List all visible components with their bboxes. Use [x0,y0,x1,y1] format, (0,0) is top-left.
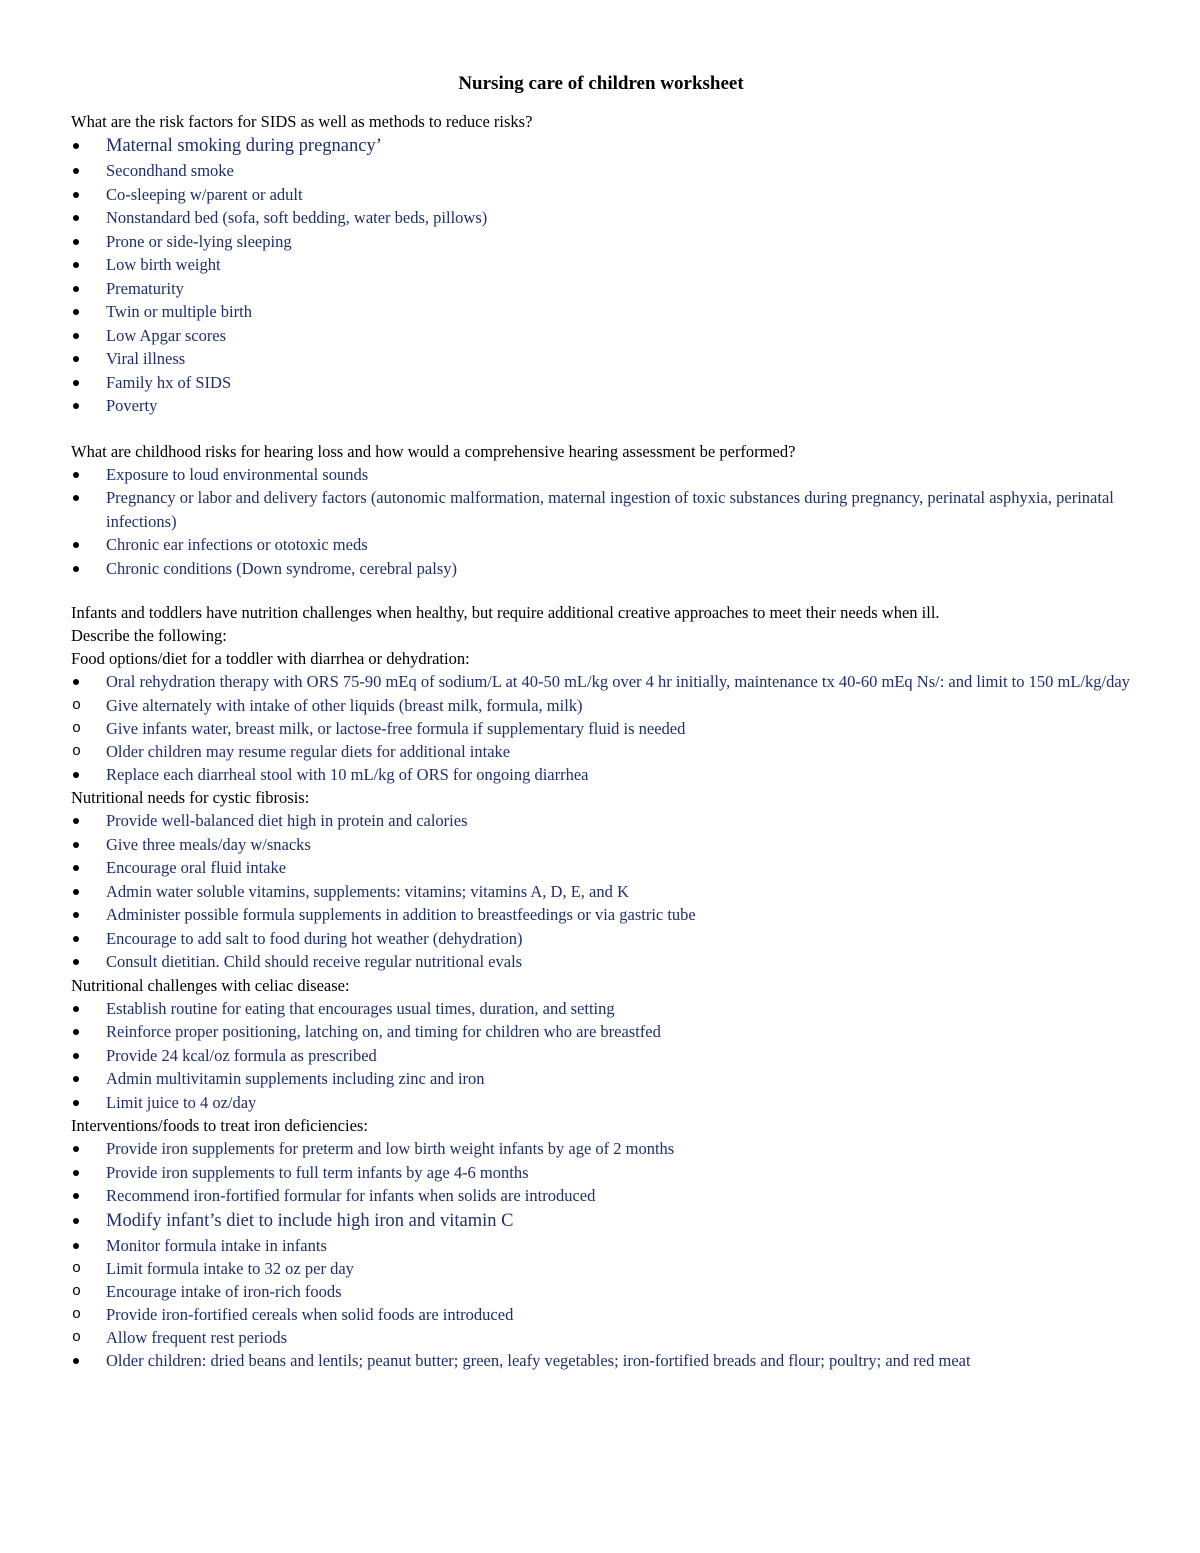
document-page [71,70,1131,1373]
sub-list-item: o Give infants water, breast milk, or lactose-free formula if supplementary fluid is needed [72,718,686,738]
sub-list-item: o Allow frequent rest periods [72,1328,287,1347]
list-item: Recommend iron-fortified formular for infants when solids are introduced [71,1184,1131,1208]
list-item: Encourage oral fluid intake [71,856,1131,880]
bullet-icon [73,1146,79,1152]
bullet-icon [73,772,79,778]
list-item: Chronic ear infections or ototoxic meds [71,533,1131,557]
bullet-icon [73,215,79,221]
list-item: Maternal smoking during pregnancy’ [71,133,1131,159]
list-item: Modify infant’s diet to include high iron and vitamin C [71,1208,1131,1234]
bullet-icon [73,1243,79,1249]
list-item: Provide 24 kcal/oz formula as prescribed [71,1044,1131,1068]
bullet-icon [73,542,79,548]
list-item: Co-sleeping w/parent or adult [71,183,1131,207]
list-item: Family hx of SIDS [71,371,1131,395]
bullet-icon [73,333,79,339]
question-hearing-loss: What are childhood risks for hearing loss and how would a comprehensive hearing assessment be performed? [71,441,796,461]
list-item: Chronic conditions (Down syndrome, cerebral palsy) [71,557,1131,581]
list-item: Admin multivitamin supplements including zinc and iron [71,1067,1131,1091]
bullet-icon [73,842,79,848]
bullet-icon [73,143,79,149]
list-item: Pregnancy or labor and delivery factors (autonomic malformation, maternal ingestion of toxic substances during pregnancy, perinatal asphyxia, perinatal infections) [71,486,1131,533]
bullet-icon [73,472,79,478]
list-item: Establish routine for eating that encourages usual times, duration, and setting [71,997,1131,1021]
sub-list-item: o Older children may resume regular diets for additional intake [72,741,511,761]
list-item: Viral illness [71,347,1131,371]
list-item: Consult dietitian. Child should receive regular nutritional evals [71,950,1131,974]
iron-sublist [71,1257,1131,1349]
bullet-icon [73,936,79,942]
list-item: Reinforce proper positioning, latching on, and timing for children who are breastfed [71,1020,1131,1044]
bullet-icon [73,1029,79,1035]
celiac-list [71,997,1131,1115]
list-item: Prone or side-lying sleeping [71,230,1131,254]
circle-bullet-icon: o [72,742,82,760]
circle-bullet-icon: o [72,1283,82,1300]
list-item: Replace each diarrheal stool with 10 mL/kg of ORS for ongoing diarrhea [71,763,1131,787]
diarrhea-list [71,670,1131,694]
list-item: Oral rehydration therapy with ORS 75-90 mEq of sodium/L at 40-50 mL/kg over 4 hr initially, maintenance tx 40-60 mEq Ns/: and limit to 150 mL/kg/day [71,670,1131,694]
diarrhea-list-2 [71,763,1131,787]
bullet-icon [73,818,79,824]
bullet-icon [73,262,79,268]
sub-list-item: o Provide iron-fortified cereals when solid foods are introduced [72,1305,514,1324]
bullet-icon [73,168,79,174]
bullet-icon [73,912,79,918]
bullet-icon [73,239,79,245]
sub-list-item: o Give alternately with intake of other liquids (breast milk, formula, milk) [72,695,583,715]
diarrhea-heading: Food options/diet for a toddler with diarrhea or dehydration: [71,649,470,668]
sids-risk-list [71,133,1131,418]
cystic-fibrosis-heading: Nutritional needs for cystic fibrosis: [71,788,310,807]
list-item: Monitor formula intake in infants [71,1234,1131,1258]
nutrition-intro: Infants and toddlers have nutrition challenges when healthy, but require additional creative approaches to meet their needs when ill. [71,603,940,622]
bullet-icon [73,309,79,315]
bullet-icon [73,1100,79,1106]
bullet-icon [73,192,79,198]
bullet-icon [73,959,79,965]
sub-list-item: o Encourage intake of iron-rich foods [72,1282,342,1301]
list-item: Limit juice to 4 oz/day [71,1091,1131,1115]
bullet-icon [73,1006,79,1012]
list-item: Prematurity [71,277,1131,301]
bullet-icon [73,1193,79,1199]
bullet-icon [73,566,79,572]
celiac-heading: Nutritional challenges with celiac disease: [71,975,350,995]
question-sids: What are the risk factors for SIDS as well as methods to reduce risks? [71,112,533,131]
bullet-icon [73,1218,79,1224]
bullet-icon [73,286,79,292]
bullet-icon [73,380,79,386]
document-title: Nursing care of children worksheet [458,73,744,94]
diarrhea-sublist [71,694,1131,763]
circle-bullet-icon: o [72,1329,82,1346]
list-item: Provide well-balanced diet high in protein and calories [71,809,1131,833]
list-item: Low Apgar scores [71,324,1131,348]
circle-bullet-icon: o [72,719,82,737]
bullet-icon [73,1170,79,1176]
bullet-icon [73,403,79,409]
iron-list-2 [71,1349,1131,1373]
list-item: Encourage to add salt to food during hot weather (dehydration) [71,927,1131,951]
circle-bullet-icon: o [72,696,82,714]
list-item: Provide iron supplements to full term infants by age 4-6 months [71,1161,1131,1185]
list-item: Nonstandard bed (sofa, soft bedding, water beds, pillows) [71,206,1131,230]
bullet-icon [73,1053,79,1059]
sub-list-item: o Limit formula intake to 32 oz per day [72,1259,354,1278]
iron-list [71,1137,1131,1257]
bullet-icon [73,889,79,895]
bullet-icon [73,356,79,362]
circle-bullet-icon: o [72,1306,82,1323]
list-item: Administer possible formula supplements in addition to breastfeedings or via gastric tube [71,903,1131,927]
list-item: Secondhand smoke [71,159,1131,183]
list-item: Provide iron supplements for preterm and low birth weight infants by age of 2 months [71,1137,1131,1161]
list-item: Poverty [71,394,1131,418]
bullet-icon [73,1358,79,1364]
list-item: Low birth weight [71,253,1131,277]
bullet-icon [73,1076,79,1082]
circle-bullet-icon: o [72,1260,82,1277]
bullet-icon [73,495,79,501]
list-item: Exposure to loud environmental sounds [71,463,1131,487]
list-item: Give three meals/day w/snacks [71,833,1131,857]
iron-heading: Interventions/foods to treat iron deficiencies: [71,1116,368,1135]
cystic-fibrosis-list [71,809,1131,974]
bullet-icon [73,865,79,871]
hearing-risk-list [71,463,1131,581]
list-item: Twin or multiple birth [71,300,1131,324]
nutrition-describe: Describe the following: [71,626,227,645]
list-item: Older children: dried beans and lentils; peanut butter; green, leafy vegetables; iron-fortified breads and flour; poultry; and red meat [71,1349,1131,1373]
list-item: Admin water soluble vitamins, supplements: vitamins; vitamins A, D, E, and K [71,880,1131,904]
bullet-icon [73,679,79,685]
